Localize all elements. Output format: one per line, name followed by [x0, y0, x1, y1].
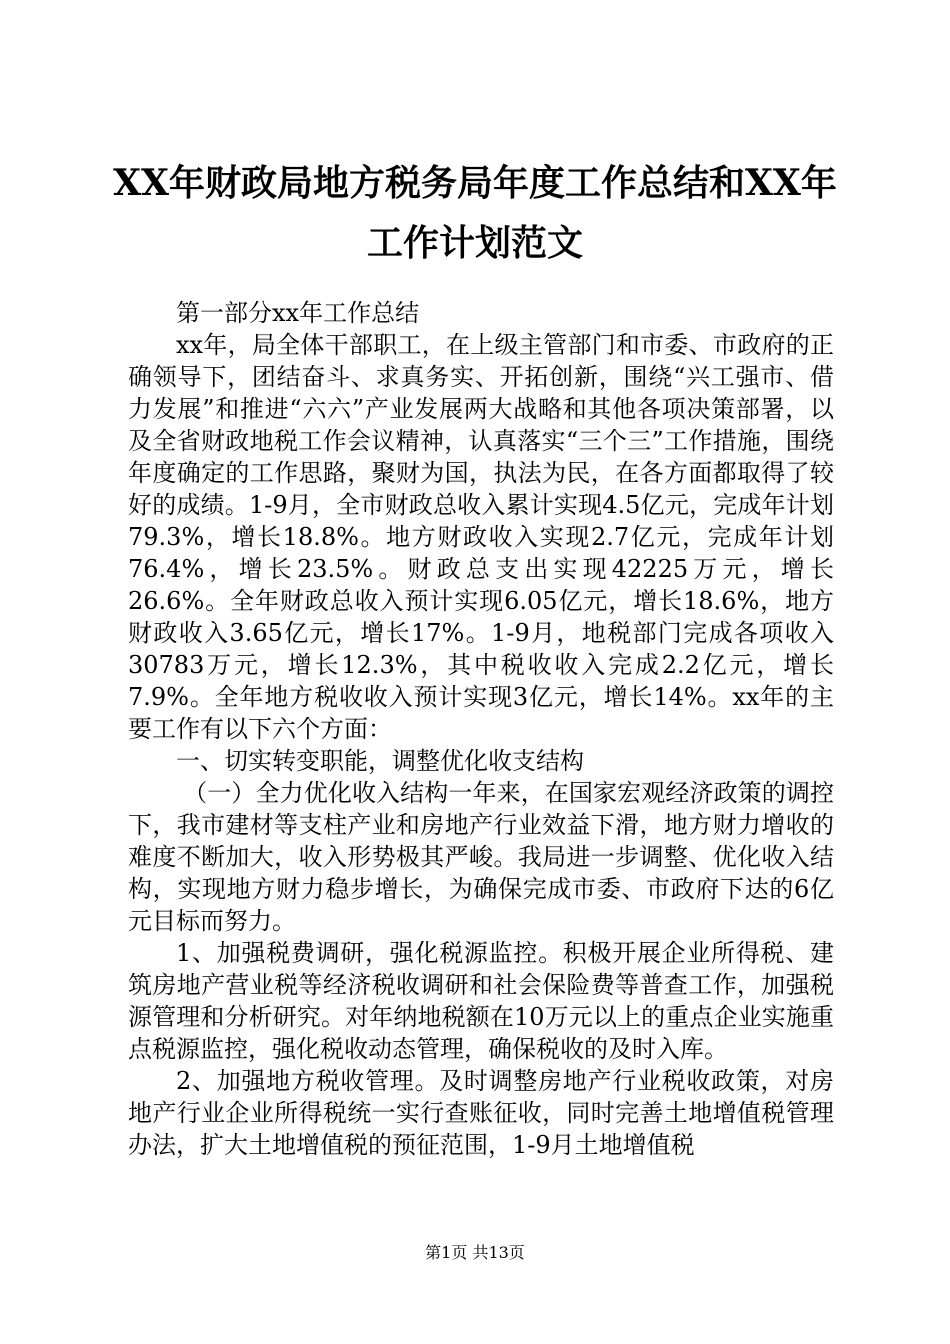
paragraph: xx年，局全体干部职工，在上级主管部门和市委、市政府的正确领导下，团结奋斗、求真务实、开拓创新，围绕“兴工强市、借力发展”和推进“六六”产业发展两大战略和其他各项决策部署，以及全省财政地税工作会议精神，认真落实“三个三”工作措施，围绕年度确定的工作思路，聚财为国，执法为民，在各方面都取得了较好的成绩。1-9月，全市财政总收入累计实现4.5亿元，完成年计划79.3%，增长18.8%。地方财政收入实现2.7亿元，完成年计划76.4%，增长23.5%。财政总支出实现42225万元，增长26.6%。全年财政总收入预计实现6.05亿元，增长18.6%，地方财政收入3.65亿元，增长17%。1-9月，地税部门完成各项收入30783万元，增长12.3%，其中税收收入完成2.2亿元，增长7.9%。全年地方税收收入预计实现3亿元，增长14%。xx年的主要工作有以下六个方面： — [128, 331, 834, 743]
page-number: 第1页 共13页 — [425, 1243, 525, 1262]
section-heading: 第一部分xx年工作总结 — [176, 299, 420, 327]
document-title: XX年财政局地方税务局年度工作总结和XX年工作计划范文 — [113, 162, 837, 264]
paragraph: 1、加强税费调研，强化税源监控。积极开展企业所得税、建筑房地产营业税等经济税收调研和社会保险费等普查工作，加强税源管理和分析研究。对年纳地税额在10万元以上的重点企业实施重点税源监控，强化税收动态管理，确保税收的及时入库。 — [128, 939, 834, 1063]
paragraph: 2、加强地方税收管理。及时调整房地产行业税收政策，对房地产行业企业所得税统一实行查账征收，同时完善土地增值税管理办法，扩大土地增值税的预征范围，1-9月土地增值税 — [128, 1067, 834, 1159]
section-heading: 一、切实转变职能，调整优化收支结构 — [176, 747, 584, 775]
paragraph: （一）全力优化收入结构一年来，在国家宏观经济政策的调控下，我市建材等支柱产业和房地产行业效益下滑，地方财力增收的难度不断加大，收入形势极其严峻。我局进一步调整、优化收入结构，实现地方财力稳步增长，为确保完成市委、市政府下达的6亿元目标而努力。 — [128, 779, 834, 935]
document-body — [128, 297, 834, 1187]
